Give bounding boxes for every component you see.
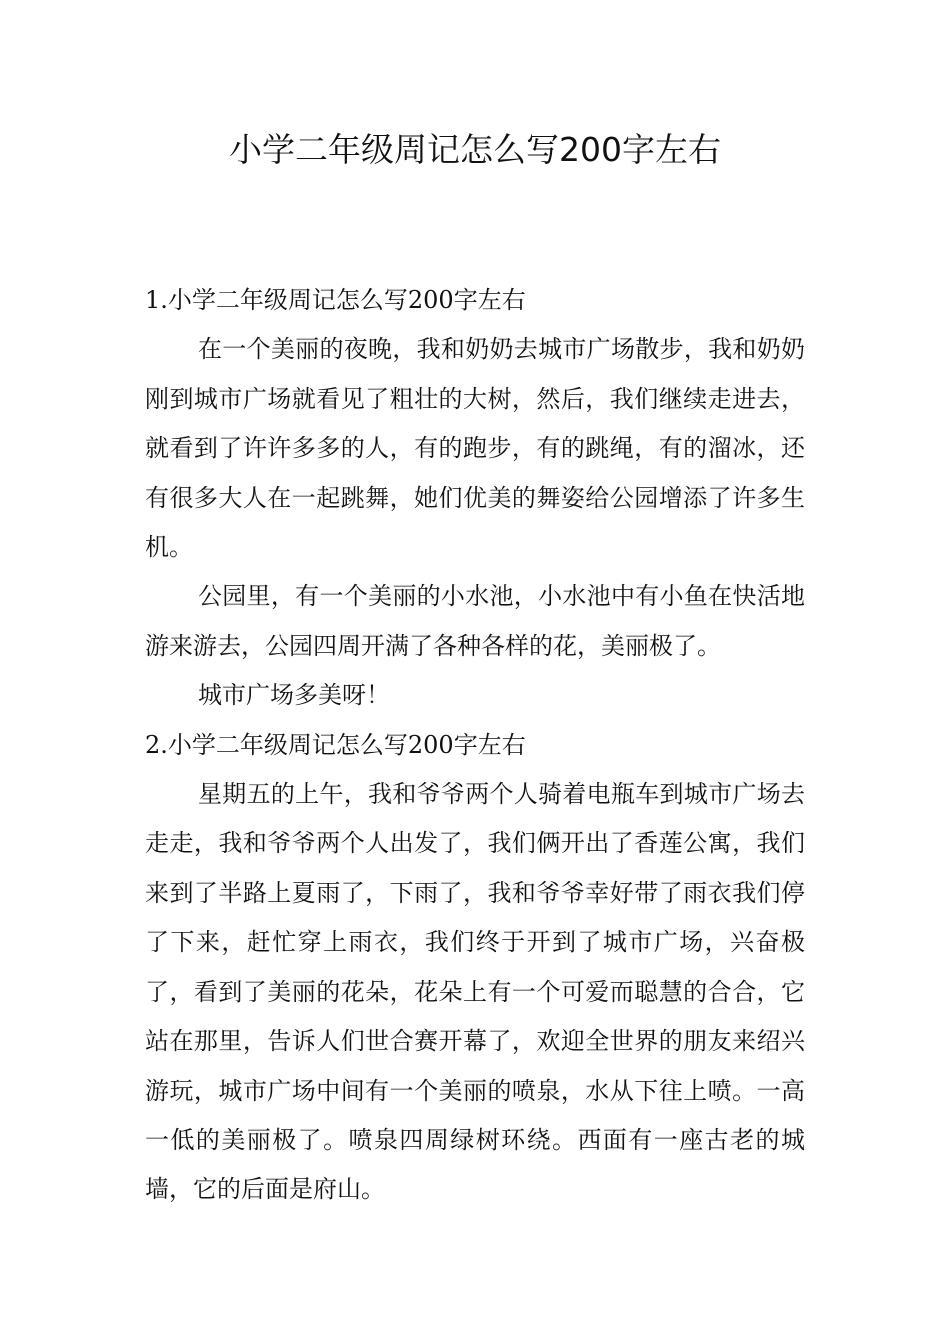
section-1 <box>145 276 805 721</box>
paragraph: 星期五的上午，我和爷爷两个人骑着电瓶车到城市广场去走走，我和爷爷两个人出发了，我们俩开出了香莲公寓，我们来到了半路上夏雨了，下雨了，我和爷爷幸好带了雨衣我们停了下来，赶忙穿上雨衣，我们终于开到了城市广场，兴奋极了，看到了美丽的花朵，花朵上有一个可爱而聪慧的合合，它站在那里，告诉人们世合赛开幕了，欢迎全世界的朋友来绍兴游玩，城市广场中间有一个美丽的喷泉，水从下往上喷。一高一低的美丽极了。喷泉四周绿树环绕。西面有一座古老的城墙，它的后面是府山。 <box>145 780 805 1204</box>
document-title: 小学二年级周记怎么写200字左右 <box>229 130 721 169</box>
paragraph: 公园里，有一个美丽的小水池，小水池中有小鱼在快活地游来游去，公园四周开满了各种各样的花，美丽极了。 <box>145 582 805 660</box>
paragraph: 城市广场多美呀！ <box>198 681 390 710</box>
section-heading: 1.小学二年级周记怎么写200字左右 <box>145 286 526 314</box>
section-heading: 2.小学二年级周记怎么写200字左右 <box>145 730 526 759</box>
paragraph: 在一个美丽的夜晚，我和奶奶去城市广场散步，我和奶奶刚到城市广场就看见了粗壮的大树，然后，我们继续走进去，就看到了许许多多的人，有的跑步，有的跳绳，有的溜冰，还有很多大人在一起跳舞，她们优美的舞姿给公园增添了许多生机。 <box>145 335 805 562</box>
section-2 <box>145 721 805 1215</box>
document-body <box>145 276 805 1215</box>
